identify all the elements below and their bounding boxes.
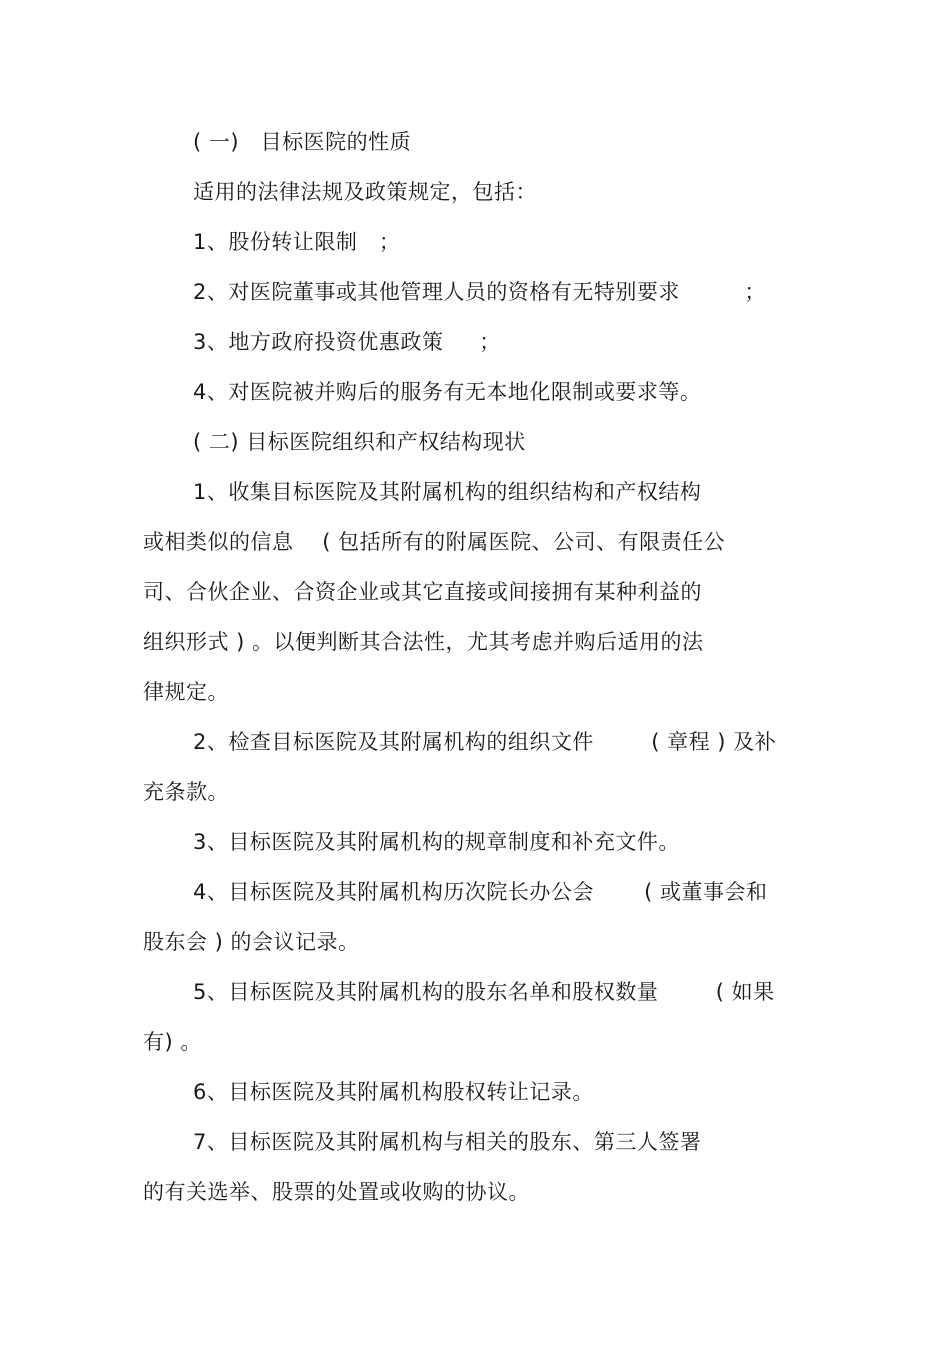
paragraph-line: 充条款。 [143, 780, 229, 804]
list-item: 4、对医院被并购后的服务有无本地化限制或要求等。 [193, 380, 702, 404]
paragraph-line: 6、目标医院及其附属机构股权转让记录。 [193, 1080, 594, 1104]
paragraph-line: 5、目标医院及其附属机构的股东名单和股权数量 ( 如果 [193, 980, 775, 1004]
paragraph-line: 司、合伙企业、合资企业或其它直接或间接拥有某种利益的 [143, 580, 702, 604]
paragraph-line: 律规定。 [143, 680, 229, 704]
paragraph-line: 适用的法律法规及政策规定，包括： [193, 180, 537, 204]
paragraph-line: 2、检查目标医院及其附属机构的组织文件 ( 章程 ) 及补 [193, 730, 777, 754]
paragraph-line: 股东会 ) 的会议记录。 [143, 930, 360, 954]
list-item: 2、对医院董事或其他管理人员的资格有无特别要求 ； [193, 280, 766, 304]
section-heading-1: ( 一) 目标医院的性质 [193, 130, 412, 154]
paragraph-line: 或相类似的信息 ( 包括所有的附属医院、公司、有限责任公 [143, 530, 726, 554]
paragraph-line: 有) 。 [143, 1030, 202, 1054]
paragraph-line: 7、目标医院及其附属机构与相关的股东、第三人签署 [193, 1130, 702, 1154]
paragraph-line: 1、收集目标医院及其附属机构的组织结构和产权结构 [193, 480, 702, 504]
list-item: 1、股份转让限制 ； [193, 230, 401, 254]
paragraph-line: 组织形式 ) 。以便判断其合法性，尤其考虑并购后适用的法 [143, 630, 704, 654]
list-item: 3、地方政府投资优惠政策 ； [193, 330, 501, 354]
paragraph-line: 4、目标医院及其附属机构历次院长办公会 ( 或董事会和 [193, 880, 768, 904]
section-heading-2: ( 二) 目标医院组织和产权结构现状 [193, 430, 526, 454]
paragraph-line: 3、目标医院及其附属机构的规章制度和补充文件。 [193, 830, 680, 854]
paragraph-line: 的有关选举、股票的处置或收购的协议。 [143, 1180, 530, 1204]
